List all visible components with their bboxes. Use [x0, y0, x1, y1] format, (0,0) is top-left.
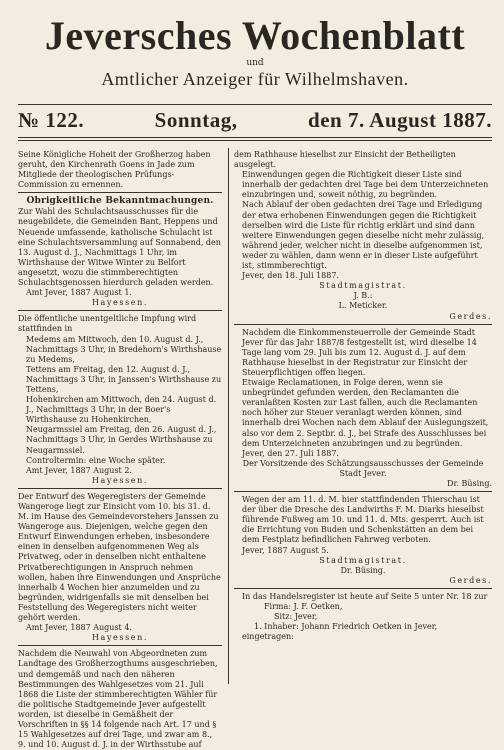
notice-signature: Gerdes. — [449, 575, 492, 585]
issue-day: Sonntag, — [154, 108, 238, 132]
notice-landtag-election: Nachdem die Neuwahl von Abgeordneten zum Landtage des Großherzogthums ausgeschrieben, und demgemäß und nach den näheren Bestimmungen des Wahlgesetzes vom 21. Juli 1868 die Liste der stimmberechtigten Wähler für die politische Stadtgemeinde Jever aufgestellt worden, ist dieselbe in Gemäßheit der Vorschriften in §§ 14 folgende nach Art. 17 und § 15 Wahlgesetzes auf drei Tage, und zwar am 8., 9. und 10. August d. J. in der Wirthsstube auf — [18, 649, 218, 750]
newspaper-subtitle: Amtlicher Anzeiger für Wilhelmshaven. — [101, 69, 409, 89]
notice-authority: Stadtmagistrat. — [319, 281, 407, 291]
separator — [234, 588, 492, 589]
right-column — [234, 150, 492, 642]
intro-notice: Seine Königliche Hoheit der Großherzog haben geruht, den Kirchenrath Goens in Jade zum Mitgliede der theologischen Prüfungs-Commission zu ernennen. — [18, 150, 211, 190]
notice-signature: Hayessen. — [91, 298, 149, 308]
notice-place-date: Jever, 1887 August 5. — [242, 545, 329, 555]
list-item: Tettens am Freitag, den 12. August d. J., Nachmittags 3 Uhr, in Janssen's Wirthshause zu Tettens, — [26, 364, 222, 394]
notice-signature-prefix: J. B.: — [353, 291, 373, 301]
notice-signature: Gerdes. — [449, 311, 492, 321]
separator — [234, 324, 492, 325]
masthead-rule-bottom-double — [18, 140, 492, 141]
separator — [18, 192, 222, 193]
separator — [234, 491, 492, 492]
separator — [18, 310, 222, 311]
masthead-rule-bottom — [18, 137, 492, 138]
notice-signature: L. Meticker. — [338, 301, 388, 311]
notice-paragraph: Nach Ablauf der oben gedachten drei Tage und Erledigung der etwa erhobenen Einwendungen gegen die Richtigkeit derselben wird die Liste für richtig erklärt und sind dann weitere Einwendungen gegen dieselbe nicht mehr zulässig, während jeder, welcher nicht in dieselbe aufgenommen ist, weder zu wählen, dann wenn er in dieser Liste aufgeführt ist, stimmberechtigt. — [242, 200, 485, 271]
notice-signature: Hayessen. — [91, 475, 149, 485]
masthead-rule-top — [18, 104, 492, 105]
notice-road-register: Der Entwurf des Wegeregisters der Gemeinde Wangeroge liegt zur Einsicht vom 10. bis 31. d. M. im Hause des Gemeindevorstehers Janssen zu Wangeroge aus. Diejenigen, welche gegen den Entwurf Einwendungen erheben, insbesondere einen in denselben aufgenommenen Weg als Privatweg, oder in denselben nicht enthaltene Privatberechtigungen in Anspruch nehmen wollen, haben ihre Einwendungen und Ansprüche innerhalb 4 Wochen hier anzumelden und zu begründen, widrigenfalls sie mit denselben bei Feststellung des Wegeregisters nicht weiter gehört werden. — [18, 491, 221, 623]
issue-number: № 122. — [18, 108, 85, 132]
notice-authority: Stadtmagistrat. — [319, 555, 407, 565]
notice-trade-register: In das Handelsregister ist heute auf Seite 5 unter Nr. 18 zur — [242, 591, 488, 601]
notice-paragraph: Einwendungen gegen die Richtigkeit dieser Liste sind innerhalb der gedachten drei Tage bei dem Unterzeichneten einzubringen und, soweit nöthig, zu begründen. — [242, 170, 489, 200]
notice-authority: Der Vorsitzende des Schätzungsausschusses der Gemeinde Stadt Jever. — [242, 458, 484, 478]
notice-cattle-show: Wegen der am 11. d. M. hier stattfindenden Thierschau ist der über die Dresche des Landwirths F. M. Diarks hieselbst führende Fußweg am 10. und 11. d. Mts. gesperrt. Auch ist die Errichtung von Buden und Schenkstätten an dem bei dem Festplatz befindlichen Fahrweg verboten. — [242, 495, 484, 545]
issue-date: den 7. August 1887. — [308, 108, 492, 132]
separator — [18, 488, 222, 489]
newspaper-title: Jeversches Wochenblatt — [44, 13, 466, 58]
column-divider — [228, 148, 229, 684]
notice-signature: Dr. Büsing. — [447, 479, 492, 488]
section-header: Obrigkeitliche Bekanntmachungen. — [26, 196, 214, 207]
notice-place-date: Jever, den 18. Juli 1887. — [242, 271, 339, 281]
register-seat: Sitz: Jever, — [274, 612, 318, 622]
notice-signature: Dr. Büsing. — [340, 565, 386, 575]
notice-place-date: Amt Jever, 1887 August 4. — [26, 623, 132, 633]
control-date: Controltermin: eine Woche später. — [26, 455, 166, 465]
list-item: Neugarmssiel am Freitag, den 26. August d. J., Nachmittags 3 Uhr, in Gerdes Wirthshause zu Neugarmssiel. — [26, 425, 217, 455]
register-firm: Firma: J. F. Oetken, — [264, 602, 343, 612]
notice-place-date: Jever, den 27. Juli 1887. — [242, 448, 339, 458]
vaccination-list — [18, 335, 222, 456]
list-item: Medems am Mittwoch, den 10. August d. J., Nachmittags 3 Uhr, in Bredehorn's Wirthshause zu Medems, — [26, 334, 222, 364]
register-owner: 1. Inhaber: Johann Friedrich Oetken in Jever, — [254, 622, 438, 632]
list-item: Hohenkirchen am Mittwoch, den 24. August d. J., Nachmittags 3 Uhr, in der Boer's Wirthshause zu Hohenkirchen, — [26, 395, 217, 425]
notice-continuation: dem Rathhause hieselbst zur Einsicht der Betheiligten ausgelegt. — [234, 150, 456, 170]
masthead — [18, 14, 492, 89]
notice-school-election: Zur Wahl des Schulachtsausschusses für die neugebildete, die Gemeinden Bant, Heppens und Neuende umfassende, katholische Schulacht ist eine Schulachtsversammlung auf Sonnabend, den 13. August d. J., Nachmittags 1 Uhr, im Wirthshause der Witwe Winter zu Belfort angesetzt, wozu die stimmberechtigten Schulachtsgenossen hierdurch geladen werden. — [18, 207, 221, 288]
register-end: eingetragen: — [242, 632, 294, 642]
issue-line — [18, 108, 492, 133]
notice-signature: Hayessen. — [91, 633, 149, 643]
notice-place-date: Amt Jever, 1887 August 1. — [26, 288, 132, 298]
notice-vaccination: Die öffentliche unentgeltliche Impfung wird stattfinden in — [18, 314, 197, 334]
notice-paragraph: Etwaige Reclamationen, in Folge deren, wenn sie unbegründet gefunden werden, den Reclamanten die veranlaßten Kosten zur Last fallen, auch die Reclamanten noch höher zur Steuer veranlagt werden können, sind innerhalb drei Wochen nach dem Ablauf der Auslegungszeit, also vor dem 2. Septbr. d. J., bei Strafe des Ausschlusses bei dem Unterzeichneten anzubringen und zu begründen. — [242, 378, 489, 448]
notice-income-tax: Nachdem die Einkommensteuerrolle der Gemeinde Stadt Jever für das Jahr 1887/8 festgestellt ist, wird dieselbe 14 Tage lang vom 29. Juli bis zum 12. August d. J. auf dem Rathhause hieselbst in der Registratur zur Einsicht der Steuerpflichtigen offen liegen. — [242, 327, 477, 377]
left-column — [18, 150, 222, 750]
notice-place-date: Amt Jever, 1887 August 2. — [26, 465, 132, 475]
masthead-und: und — [246, 58, 264, 68]
separator — [18, 645, 222, 646]
